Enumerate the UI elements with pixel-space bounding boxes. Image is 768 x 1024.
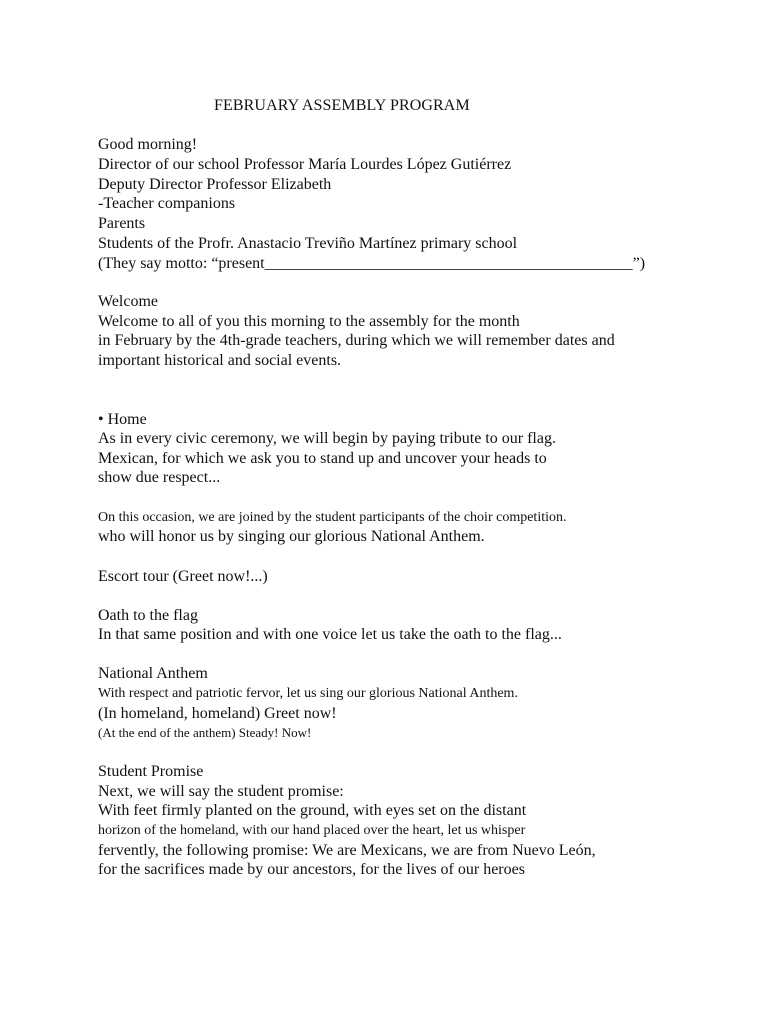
welcome-line: important historical and social events.	[98, 352, 342, 369]
document-title: FEBRUARY ASSEMBLY PROGRAM	[214, 97, 470, 114]
home-line: Mexican, for which we ask you to stand up and uncover your heads to	[98, 450, 547, 467]
motto-line: (They say motto: “present______________________________________________”)	[98, 255, 646, 272]
greeting-line: Students of the Profr. Anastacio Treviño Martínez primary school	[98, 235, 518, 252]
greeting-line: Director of our school Professor María Lourdes López Gutiérrez	[98, 156, 512, 173]
anthem-heading: National Anthem	[98, 665, 208, 682]
choir-line: On this occasion, we are joined by the student participants of the choir competition.	[98, 510, 567, 525]
anthem-line: (In homeland, homeland) Greet now!	[98, 705, 337, 722]
oath-line: In that same position and with one voice let us take the oath to the flag...	[98, 626, 562, 643]
greeting-line: Parents	[98, 215, 146, 232]
welcome-line: in February by the 4th-grade teachers, during which we will remember dates and	[98, 332, 615, 349]
welcome-heading: Welcome	[98, 293, 159, 310]
anthem-line: (At the end of the anthem) Steady! Now!	[98, 725, 312, 740]
welcome-line: Welcome to all of you this morning to the assembly for the month	[98, 313, 520, 330]
greeting-line: Deputy Director Professor Elizabeth	[98, 176, 332, 193]
home-line: As in every civic ceremony, we will begin by paying tribute to our flag.	[98, 430, 556, 447]
promise-line: With feet firmly planted on the ground, with eyes set on the distant	[98, 802, 527, 819]
home-heading: • Home	[98, 411, 147, 428]
greeting-line: Good morning!	[98, 136, 198, 153]
promise-line: for the sacrifices made by our ancestors, for the lives of our heroes	[98, 861, 525, 878]
anthem-line: With respect and patriotic fervor, let us sing our glorious National Anthem.	[98, 686, 518, 701]
promise-line: Next, we will say the student promise:	[98, 783, 344, 800]
home-line: show due respect...	[98, 469, 221, 486]
choir-line: who will honor us by singing our glorious National Anthem.	[98, 528, 485, 545]
promise-line: fervently, the following promise: We are Mexicans, we are from Nuevo León,	[98, 842, 596, 859]
promise-line: horizon of the homeland, with our hand placed over the heart, let us whisper	[98, 823, 526, 838]
oath-heading: Oath to the flag	[98, 607, 198, 624]
promise-heading: Student Promise	[98, 763, 204, 780]
escort-line: Escort tour (Greet now!...)	[98, 568, 268, 585]
greeting-line: -Teacher companions	[98, 195, 236, 212]
